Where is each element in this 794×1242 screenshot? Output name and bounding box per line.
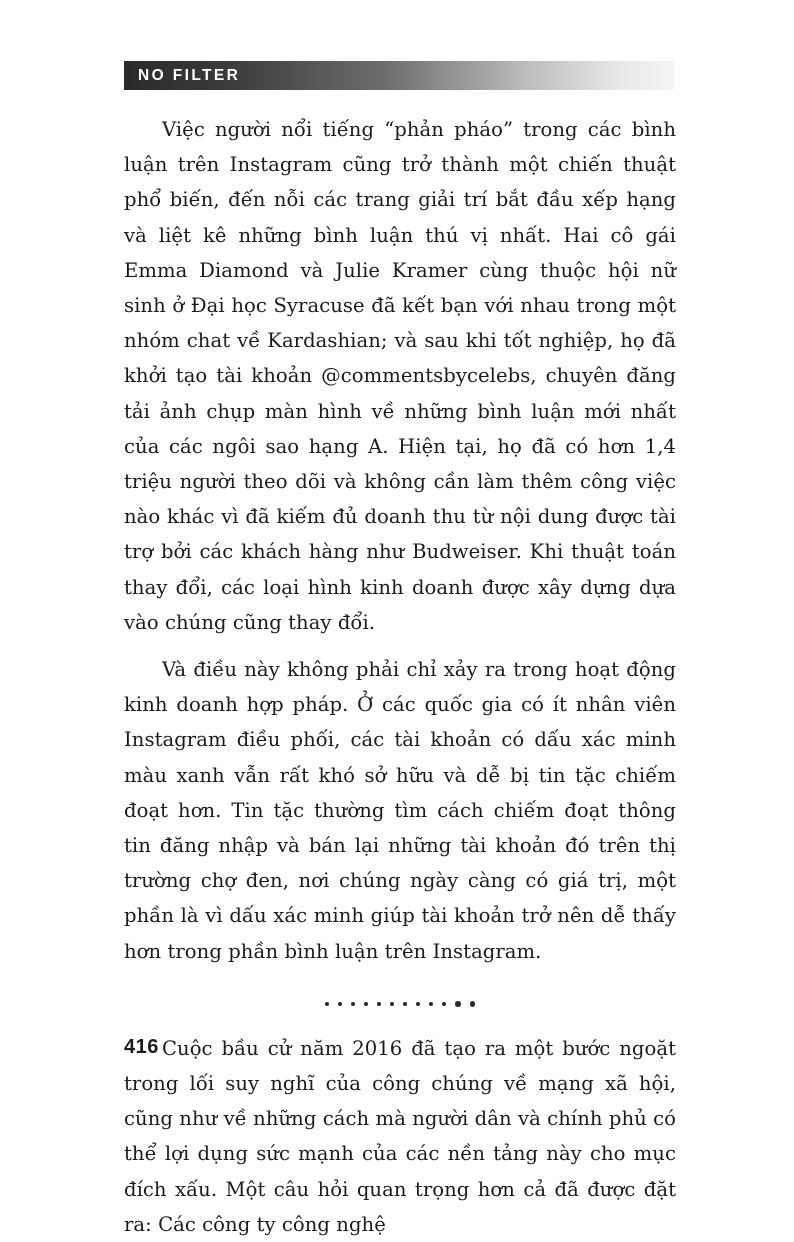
section-divider <box>124 991 676 1017</box>
running-head-title: NO FILTER <box>138 66 241 84</box>
page-number: 416 <box>124 1036 159 1058</box>
divider-dot <box>455 1001 461 1007</box>
divider-dot <box>470 1001 476 1007</box>
page-content <box>124 112 676 1242</box>
divider-dot <box>416 1002 420 1006</box>
divider-dot <box>442 1002 446 1006</box>
paragraph: Và điều này không phải chỉ xảy ra trong hoạt động kinh doanh hợp pháp. Ở các quốc gia có ít nhân viên Instagram điều phối, các tài khoản có dấu xác minh màu xanh vẫn rất khó sở hữu và dễ bị tin tặc chiếm đoạt hơn. Tin tặc thường tìm cách chiếm đoạt thông tin đăng nhập và bán lại những tài khoản đó trên thị trường chợ đen, nơi chúng ngày càng có giá trị, một phần là vì dấu xác minh giúp tài khoản trở nên dễ thấy hơn trong phần bình luận trên Instagram. <box>124 658 676 963</box>
divider-dot <box>403 1002 407 1006</box>
running-head-band <box>124 61 674 90</box>
divider-dot <box>364 1002 368 1006</box>
divider-dot <box>325 1002 329 1006</box>
divider-dot <box>377 1002 381 1006</box>
divider-dot <box>338 1002 342 1006</box>
paragraph: Việc người nổi tiếng “phản pháo” trong các bình luận trên Instagram cũng trở thành một chiến thuật phổ biến, đến nỗi các trang giải trí bắt đầu xếp hạng và liệt kê những bình luận thú vị nhất. Hai cô gái Emma Diamond và Julie Kramer cùng thuộc hội nữ sinh ở Đại học Syracuse đã kết bạn với nhau trong một nhóm chat về Kardashian; và sau khi tốt nghiệp, họ đã khởi tạo tài khoản @commentsbycelebs, chuyên đăng tải ảnh chụp màn hình về những bình luận mới nhất của các ngôi sao hạng A. Hiện tại, họ đã có hơn 1,4 triệu người theo dõi và không cần làm thêm công việc nào khác vì đã kiếm đủ doanh thu từ nội dung được tài trợ bởi các khách hàng như Budweiser. Khi thuật toán thay đổi, các loại hình kinh doanh được xây dựng dựa vào chúng cũng thay đổi. <box>124 118 676 634</box>
divider-dot <box>429 1002 433 1006</box>
divider-dot <box>351 1002 355 1006</box>
paragraph: Cuộc bầu cử năm 2016 đã tạo ra một bước ngoặt trong lối suy nghĩ của công chúng về mạng xã hội, cũng như về những cách mà người dân và chính phủ có thể lợi dụng sức mạnh của các nền tảng này cho mục đích xấu. Một câu hỏi quan trọng hơn cả đã được đặt ra: Các công ty công nghệ <box>124 1036 676 1236</box>
divider-dot <box>390 1002 394 1006</box>
